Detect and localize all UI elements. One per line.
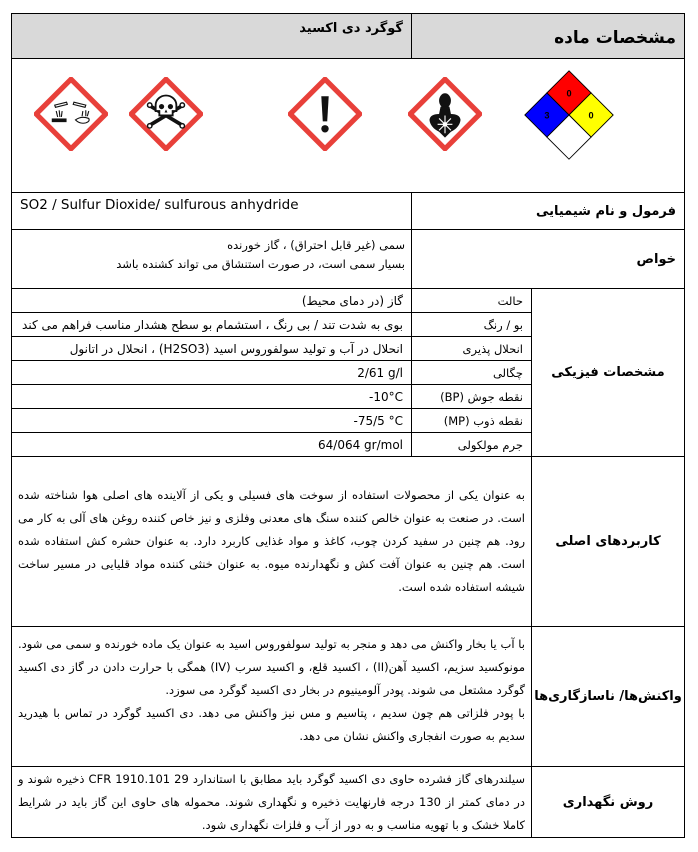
physical-property-name: جرم مولکولی [411,432,531,456]
uses-value-cell [12,456,531,626]
nfpa-instability-value: 0 [588,110,594,121]
formula-value: SO2 / Sulfur Dioxide/ sulfurous anhydride [20,197,299,213]
reactions-label [531,626,684,766]
corrosion-icon [34,77,108,151]
properties-value-cell [12,229,411,288]
nfpa-flammability-value: 0 [566,88,572,99]
formula-label [411,192,684,229]
physical-property-name: چگالی [411,360,531,384]
uses-text: به عنوان یکی از محصولات استفاده از سوخت های فسیلی و یکی از آلاینده های اصلی هوا شناخته شده است. در صنعت به عنوان خالص کننده سنگ های معدنی وفلزی و نیز خاص کننده روغن های آلی به کار می رود. هم چنین در سفید کردن چوب، کاغذ و مواد غذایی کاربرد دارد. به عنوان حشره کش استفاده شده است. هم چنین به عنوان آفت کش و نگهدارنده میوه. به عنوان خنثی کننده مواد قلیایی در مسیر ساخت شیشه استفاده شده است. [18,488,525,594]
physical-property-name: انحلال پذیری [411,336,531,360]
physical-property-value: 2/61 g/l [12,360,411,384]
substance-name-cell [12,14,411,58]
substance-name: گوگرد دی اکسید [299,21,403,36]
physical-property-value: گاز (در دمای محیط) [12,288,411,312]
physical-property-value: 64/064 gr/mol [12,432,411,456]
skull-crossbones-icon [129,77,203,151]
storage-text: سیلندرهای گاز فشرده حاوی دی اکسید گوگرد باید مطابق با استاندارد 29 CFR 1910.101 ذخیره شوند و در دمای کمتر از 130 درجه فارنهایت ذخیره و نگهداری شوند. محموله های حاوی این گاز باید در شرایط کاملا خشک و با تهویه مناسب و به دور از آب و فلزات نگهداری شود. [18,771,526,832]
pictograms-row [12,58,684,192]
nfpa-diamond-icon [523,69,615,161]
storage-label-text: روش نگهداری [562,794,654,810]
reactions-paragraph-1: با آب یا بخار واکنش می دهد و منجر به تولید سولفوروس اسید به عنوان یک ماده خورنده و سمی می شود. مونوکسید سزیم، اکسید آهن(II) ، اکسید قلع، و اکسید سرب (IV) همگی با حرارت دادن در گاز دی اکسید گوگرد مشتعل می شوند. پودر آلومینیوم در بخار دی اکسید گوگرد می سوزد. [18,637,525,697]
physical-property-name: نقطه جوش (BP) [411,384,531,408]
physical-label-text: مشخصات فیزیکی [551,365,665,380]
physical-property-name: بو / رنگ [411,312,531,336]
reactions-label-text: واکنش‌ها/ ناسازگاری‌ها [534,689,682,704]
physical-property-value: انحلال در آب و تولید سولفوروس اسید (H2SO3) ، انحلال در اتانول [12,336,411,360]
properties-line-2: بسیار سمی است، در صورت استنشاق می تواند کشنده باشد [116,257,405,271]
storage-value-cell [12,766,531,837]
properties-label [411,229,684,288]
physical-property-name: نقطه ذوب (MP) [411,408,531,432]
physical-label [531,288,684,456]
storage-label [531,766,684,837]
physical-property-value: بوی به شدت تند / بی رنگ ، استشمام بو سطح هشدار مناسب فراهم می کند [12,312,411,336]
reactions-paragraph-2: با پودر فلزاتی هم چون سدیم ، پتاسیم و مس نیز واکنش می دهد. دی اکسید گوگرد در تماس با هیدرید سدیم به صورت انفجاری واکنش نشان می دهد. [18,706,525,743]
uses-label-text: کاربردهای اصلی [555,534,661,549]
physical-property-value: -75/5 °C [12,408,411,432]
exclamation-icon [288,77,362,151]
properties-label-text: خواص [636,251,676,267]
formula-value-cell [12,192,411,229]
formula-label-text: فرمول و نام شیمیایی [535,203,676,219]
physical-property-value: -10°C [12,384,411,408]
health-hazard-icon [408,77,482,151]
reactions-value-cell [12,626,531,766]
physical-property-name: حالت [411,288,531,312]
properties-line-1: سمی (غیر قابل احتراق) ، گاز خورنده [227,238,405,252]
page-title: مشخصات ماده [554,28,676,48]
uses-label [531,456,684,626]
msds-table [11,13,685,838]
nfpa-health-value: 3 [544,110,550,121]
title-cell [411,14,684,58]
